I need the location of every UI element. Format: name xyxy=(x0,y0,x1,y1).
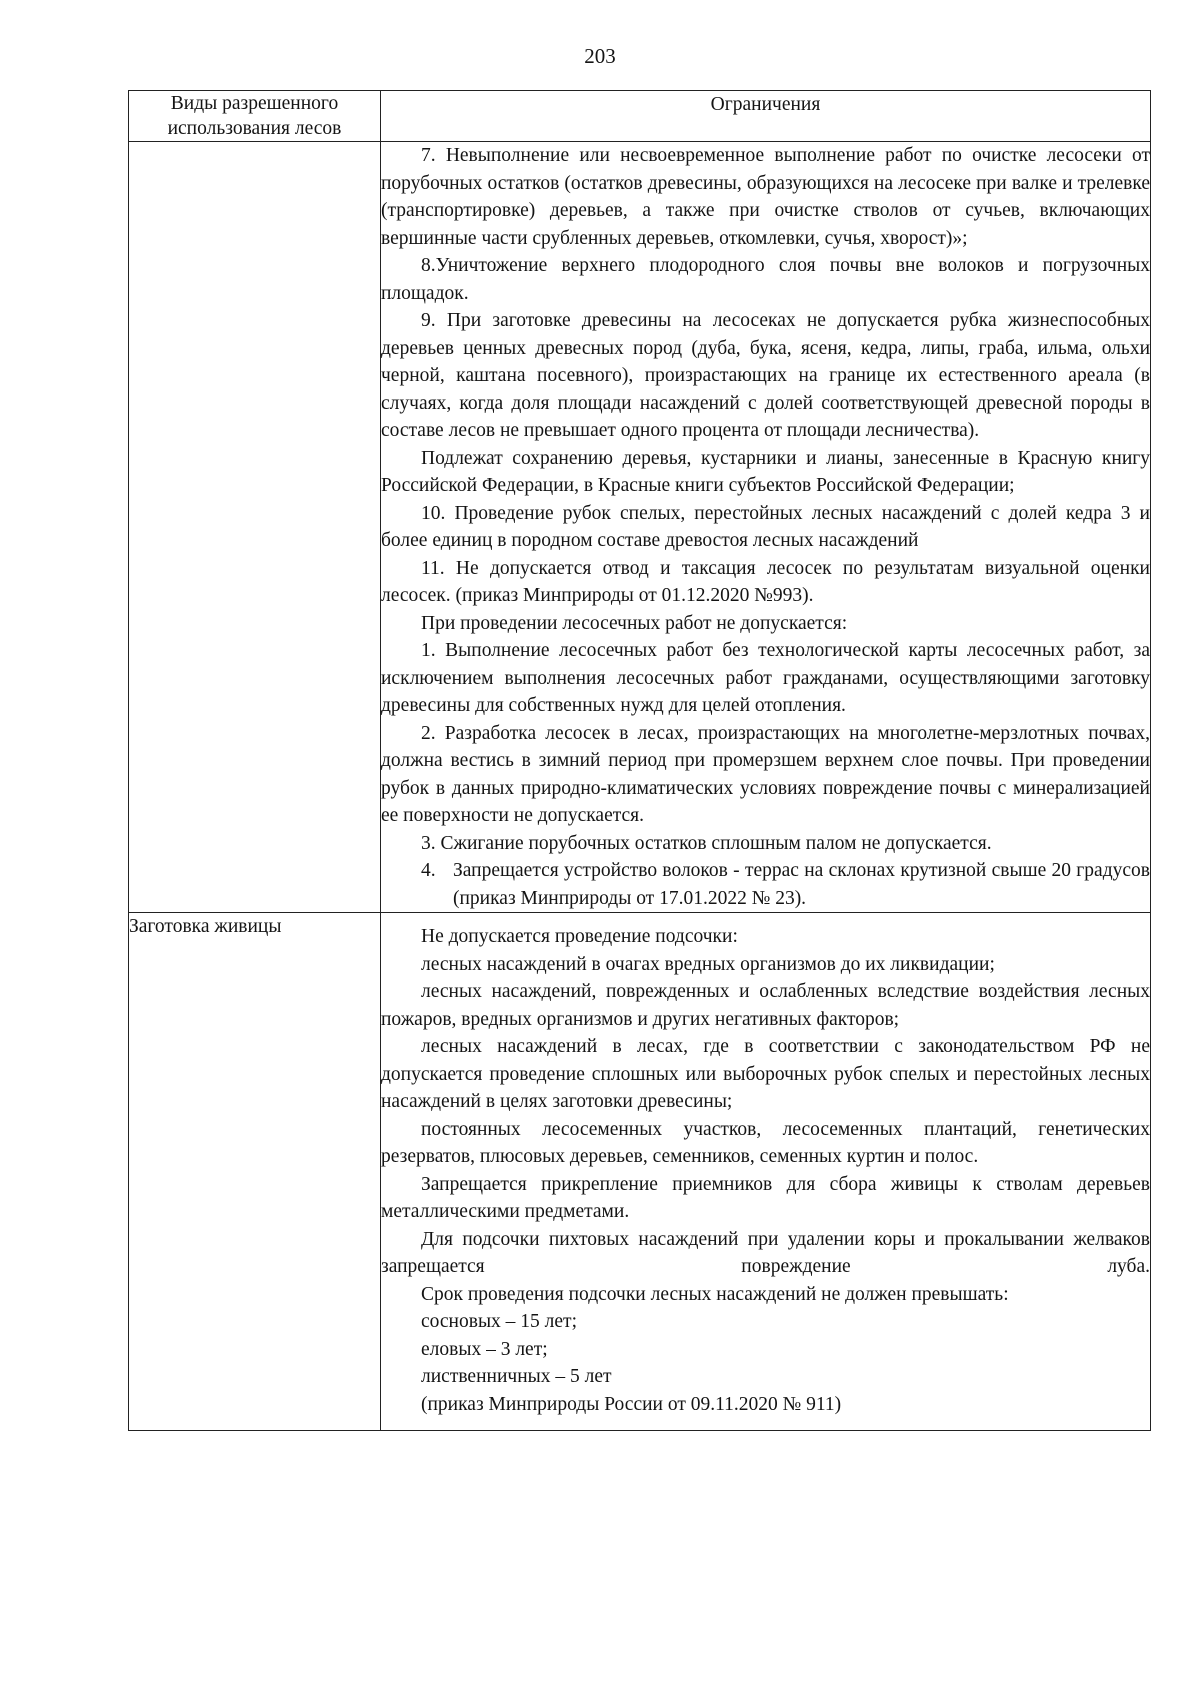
restriction-paragraph: При проведении лесосечных работ не допускается: xyxy=(421,612,848,634)
table-row xyxy=(129,913,1151,1431)
restriction-paragraph: лесных насаждений, поврежденных и ослабленных вследствие воздействия лесных пожаров, вредных организмов и других негативных факторов; xyxy=(381,981,1150,1030)
restriction-paragraph: (приказ Минприроды России от 09.11.2020 № 911) xyxy=(421,1393,842,1415)
restriction-paragraph: 11. Не допускается отвод и таксация лесосек по результатам визуальной оценки лесосек. (приказ Минприроды от 01.12.2020 №993). xyxy=(381,557,1150,606)
restriction-paragraph: Срок проведения подсочки лесных насаждений не должен превышать: xyxy=(421,1283,1009,1305)
item-number: 4. xyxy=(421,860,436,881)
restriction-paragraph: лесных насаждений в очагах вредных организмов до их ликвидации; xyxy=(421,953,995,975)
restriction-paragraph: сосновых – 15 лет; xyxy=(421,1311,577,1332)
restriction-paragraph: Для подсочки пихтовых насаждений при удалении коры и прокалывании желваков запрещается повреждение луба. xyxy=(381,1228,1150,1277)
usage-type-cell xyxy=(129,142,381,913)
restriction-paragraph: лиственничных – 5 лет xyxy=(421,1366,612,1387)
restriction-paragraph: постоянных лесосеменных участков, лесосеменных плантаций, генетических резерватов, плюсовых деревьев, семенников, семенных куртин и полос. xyxy=(381,1118,1150,1167)
restrictions-cell xyxy=(381,142,1151,913)
page-number: 203 xyxy=(584,44,616,68)
restriction-paragraph: 10. Проведение рубок спелых, перестойных лесных насаждений с долей кедра 3 и более единиц в породном составе древостоя лесных насаждений xyxy=(381,502,1150,551)
restriction-paragraph: 3. Сжигание порубочных остатков сплошным палом не допускается. xyxy=(421,832,992,854)
table-row xyxy=(129,142,1151,913)
restriction-paragraph: 9. При заготовке древесины на лесосеках не допускается рубка жизнеспособных деревьев ценных древесных пород (дуба, бука, ясеня, кедра, липы, граба, ильма, ольхи черной, каштана посевного), произрастающих на границе их естественного ареала (в случаях, когда доля площади насаждений с долей соответствующей древесной породы в составе лесов не превышает одного процента от площади лесничества). xyxy=(381,310,1150,441)
restrictions-table xyxy=(128,90,1151,1431)
restriction-paragraph: 1. Выполнение лесосечных работ без технологической карты лесосечных работ, за исключением выполнения лесосечных работ гражданами, осуществляющими заготовку древесины для собственных нужд для целей отопления. xyxy=(381,640,1150,716)
restriction-paragraph: 2. Разработка лесосек в лесах, произрастающих на многолетне-мерзлотных почвах, должна вестись в зимний период при промерзшем верхнем слое почвы. При проведении рубок в данных природно-климатических условиях повреждение почвы с минерализацией ее поверхности не допускается. xyxy=(381,722,1150,826)
restriction-paragraph: Подлежат сохранению деревья, кустарники и лианы, занесенные в Красную книгу Российской Федерации, в Красные книги субъектов Российской Федерации; xyxy=(381,447,1150,496)
restrictions-cell xyxy=(381,913,1151,1431)
header-restrictions: Ограничения xyxy=(381,91,1151,142)
restriction-paragraph: 7. Невыполнение или несвоевременное выполнение работ по очистке лесосеки от порубочных остатков (остатков древесины, образующихся на лесосеке при валке и трелевке (транспортировке) деревьев, а также при очистке стволов от сучьев, включающих вершинные части срубленных деревьев, откомлевки, сучья, хворост)»; xyxy=(381,145,1150,249)
restriction-paragraph: еловых – 3 лет; xyxy=(421,1338,548,1360)
restriction-paragraph: 8.Уничтожение верхнего плодородного слоя почвы вне волоков и погрузочных площадок. xyxy=(381,255,1150,304)
restriction-paragraph: Не допускается проведение подсочки: xyxy=(421,926,738,947)
usage-type-cell: Заготовка живицы xyxy=(129,913,381,1431)
restriction-paragraph: Запрещается прикрепление приемников для сбора живицы к стволам деревьев металлическими предметами. xyxy=(381,1173,1150,1222)
table-header-row xyxy=(129,91,1151,142)
restriction-item-4 xyxy=(381,857,1150,912)
item-text: Запрещается устройство волоков - террас на склонах крутизной свыше 20 градусов (приказ Минприроды от 17.01.2022 № 23). xyxy=(453,860,1150,909)
restriction-paragraph: лесных насаждений в лесах, где в соответствии с законодательством РФ не допускается проведение сплошных или выборочных рубок спелых и перестойных лесных насаждений в целях заготовки древесины; xyxy=(381,1036,1150,1112)
header-usage-types: Виды разрешенного использования лесов xyxy=(129,91,381,142)
